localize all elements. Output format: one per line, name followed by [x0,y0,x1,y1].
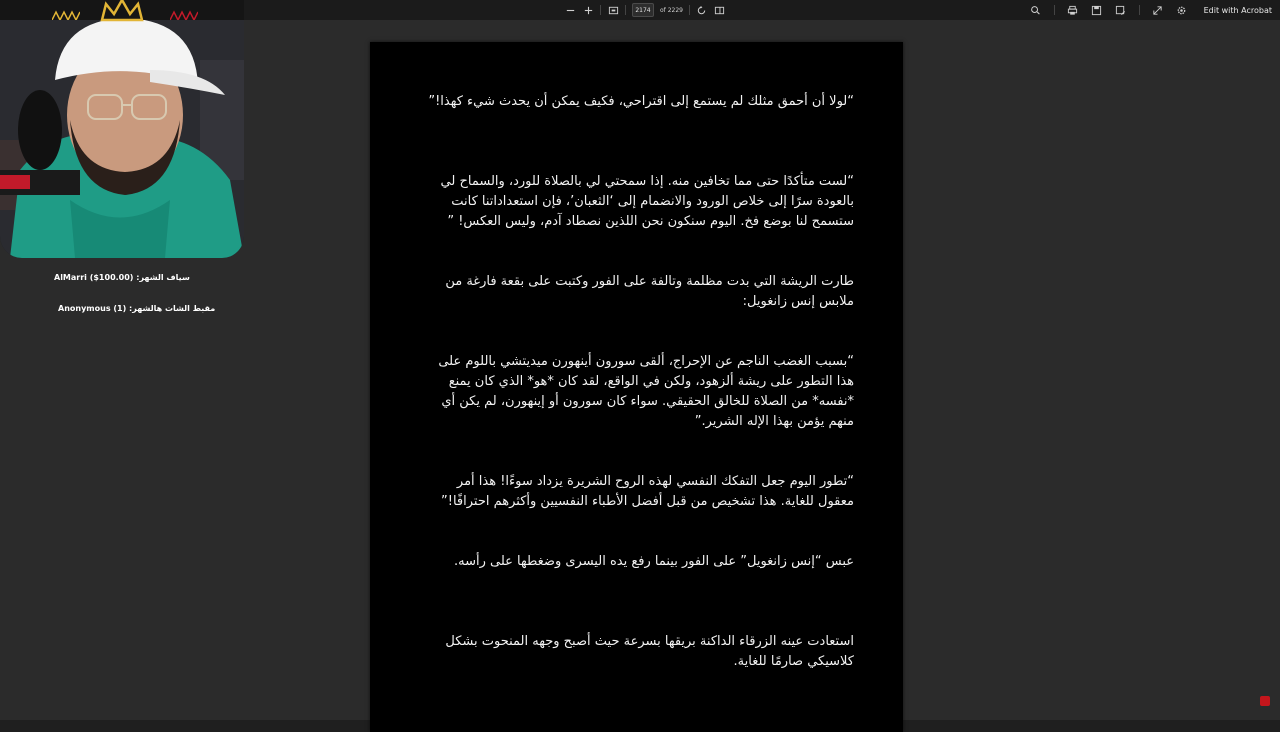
rotate-icon[interactable] [696,4,708,16]
page-number-input[interactable] [632,3,654,17]
toolbar-divider [689,5,690,15]
webcam-person-illustration [0,0,244,258]
gear-icon[interactable] [1176,4,1188,16]
print-icon[interactable] [1067,4,1079,16]
toolbar-divider [600,5,601,15]
save-icon[interactable] [1091,4,1103,16]
zoom-out-icon[interactable] [564,4,576,16]
fit-page-icon[interactable] [607,4,619,16]
paragraph-5: “تطور اليوم جعل التفكك النفسي لهذه الروح الشريرة يزداد سوءًا! هذا أمر معقول للغاية. هذا تشخيص من قبل أفضل الأطباء النفسيين وأكثرهم احترافًا!” [441,474,854,509]
paragraph-4: “بسبب الغضب الناجم عن الإحراج، ألقى سورون أينهورن ميديتشي باللوم على هذا التطور على ريشة ألزهود، ولكن في الواقع، لقد كان *هو* الذي كان يمنع *نفسه* من الصلاة للخالق الحقيقي. سواء كان سورون أو إينهورن، لم يكن أي منهم يؤمن بهذا الإله الشرير.” [438,354,854,429]
acrobat-logo-icon [1260,696,1270,706]
toolbar-divider [625,5,626,15]
paragraph-2: “لست متأكدًا حتى مما تخافين منه. إذا سمحتي لي بالصلاة للورد، والسماح لي بالعودة سرًا إلى خلاص الورود والانضمام إلى ‘الثعبان’، فإن استعداداتنا كانت ستسمح لنا بوضع فخ. اليوم سنكون نحن اللذين نصطاد آدم، وليس العكس! ” [440,174,854,229]
toolbar-divider [1054,5,1055,15]
zoom-in-icon[interactable] [582,4,594,16]
paragraph-1: “لولا أن أحمق مثلك لم يستمع إلى اقتراحي، فكيف يمكن أن يحدث شيء كهذا!” [428,94,854,109]
crown-icon [100,0,144,22]
paragraph-7: استعادت عينه الزرقاء الداكنة بريقها بسرعة حيث أصبح وجهه المنحوت بشكل كلاسيكي صارمًا للغاية. [445,634,854,669]
page-view-icon[interactable] [714,4,726,16]
top-chatter-label: مقبط الشات هالشهر: Anonymous (1) [58,304,216,313]
pattern-decoration-icon [52,8,80,20]
toolbar-divider [1139,5,1140,15]
paragraph-6: عبس “إنس زانغويل” على الفور بينما رفع يده اليسرى وضغطها على رأسه. [453,554,854,569]
pattern-decoration-icon [170,8,198,20]
save-as-icon[interactable] [1115,4,1127,16]
expand-icon[interactable] [1152,4,1164,16]
pdf-page [370,42,903,732]
top-donor-label: سياف الشهر: AlMarri ($100.00) [54,273,190,282]
page-count-label: of 2229 [660,6,683,14]
toolbar-center-group [564,0,726,20]
search-icon[interactable] [1030,4,1042,16]
toolbar-right-group [1030,0,1272,20]
webcam-overlay [0,0,244,258]
paragraph-3: طارت الريشة التي بدت مظلمة وتالفة على الفور وكتبت على بقعة فارغة من ملابس إنس زانغويل: [445,274,854,309]
edit-with-acrobat-button[interactable]: Edit with Acrobat [1203,5,1272,15]
